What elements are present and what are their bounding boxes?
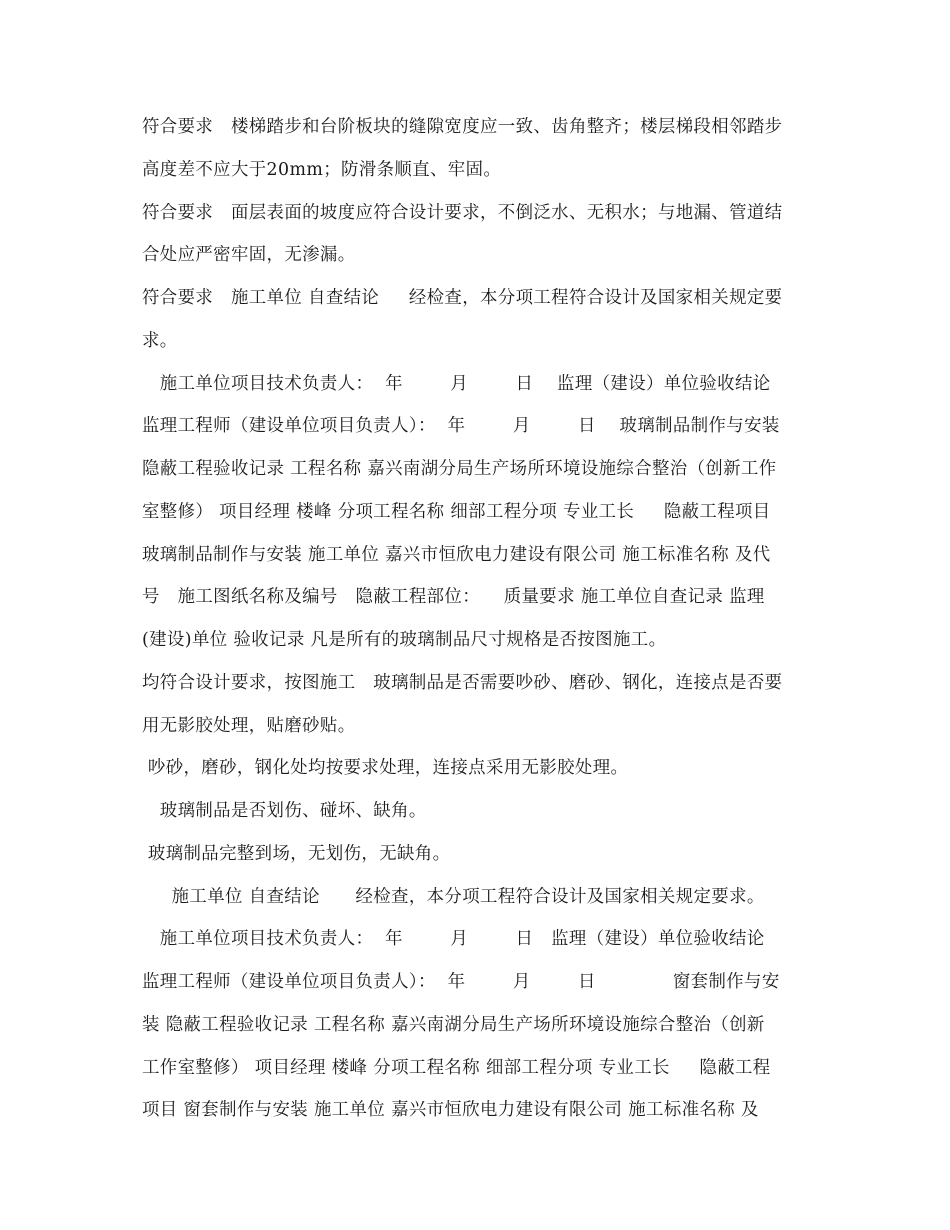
- text-line: 求。: [142, 330, 178, 351]
- document-body: [142, 106, 812, 1132]
- text-line: 玻璃制品完整到场，无划伤，无缺角。: [142, 843, 451, 864]
- text-line: 用无影胶处理，贴磨砂贴。: [142, 715, 356, 736]
- text-line: 工作室整修） 项目经理 楼峰 分项工程名称 细部工程分项 专业工长 隐蔽工程: [142, 1057, 771, 1078]
- text-line: 监理工程师（建设单位项目负责人）： 年 月 日 窗套制作与安: [142, 972, 780, 992]
- text-line: 均符合设计要求，按图施工 玻璃制品是否需要吵砂、磨砂、钢化，连接点是否要: [142, 672, 783, 693]
- text-line: 符合要求 楼梯踏步和台阶板块的缝隙宽度应一致、齿角整齐；楼层梯段相邻踏步: [142, 117, 783, 137]
- text-line: 玻璃制品是否划伤、碰坏、缺角。: [142, 801, 427, 821]
- text-line: 符合要求 施工单位 自查结论 经检查，本分项工程符合设计及国家相关规定要: [142, 288, 783, 308]
- text-line: 监理工程师（建设单位项目负责人）： 年 月 日 玻璃制品制作与安装: [142, 416, 780, 437]
- text-line: 隐蔽工程验收记录 工程名称 嘉兴南湖分局生产场所环境设施综合整治（创新工作: [142, 459, 777, 479]
- text-line: 装 隐蔽工程验收记录 工程名称 嘉兴南湖分局生产场所环境设施综合整治（创新: [142, 1014, 765, 1035]
- text-line: 玻璃制品制作与安装 施工单位 嘉兴市恒欣电力建设有限公司 施工标准名称 及代: [142, 544, 771, 565]
- text-line: 号 施工图纸名称及编号 隐蔽工程部位： 质量要求 施工单位自查记录 监理: [142, 587, 765, 608]
- text-line: 施工单位 自查结论 经检查，本分项工程符合设计及国家相关规定要求。: [142, 886, 765, 907]
- text-line: 吵砂，磨砂，钢化处均按要求处理，连接点采用无影胶处理。: [142, 758, 629, 779]
- text-line: 合处应严密牢固，无渗漏。: [142, 245, 356, 266]
- text-line: 符合要求 面层表面的坡度应符合设计要求，不倒泛水、无积水；与地漏、管道结: [142, 202, 783, 223]
- text-line: 施工单位项目技术负责人： 年 月 日 监理（建设）单位验收结论: [142, 373, 771, 394]
- text-line: 施工单位项目技术负责人： 年 月 日 监理（建设）单位验收结论: [142, 929, 765, 950]
- text-line: 项目 窗套制作与安装 施工单位 嘉兴市恒欣电力建设有限公司 施工标准名称 及: [142, 1100, 759, 1121]
- text-line: (建设)单位 验收记录 凡是所有的玻璃制品尺寸规格是否按图施工。: [142, 630, 667, 650]
- text-line: 室整修） 项目经理 楼峰 分项工程名称 细部工程分项 专业工长 隐蔽工程项目: [142, 501, 771, 522]
- text-line: 高度差不应大于20mm；防滑条顺直、牢固。: [142, 159, 502, 180]
